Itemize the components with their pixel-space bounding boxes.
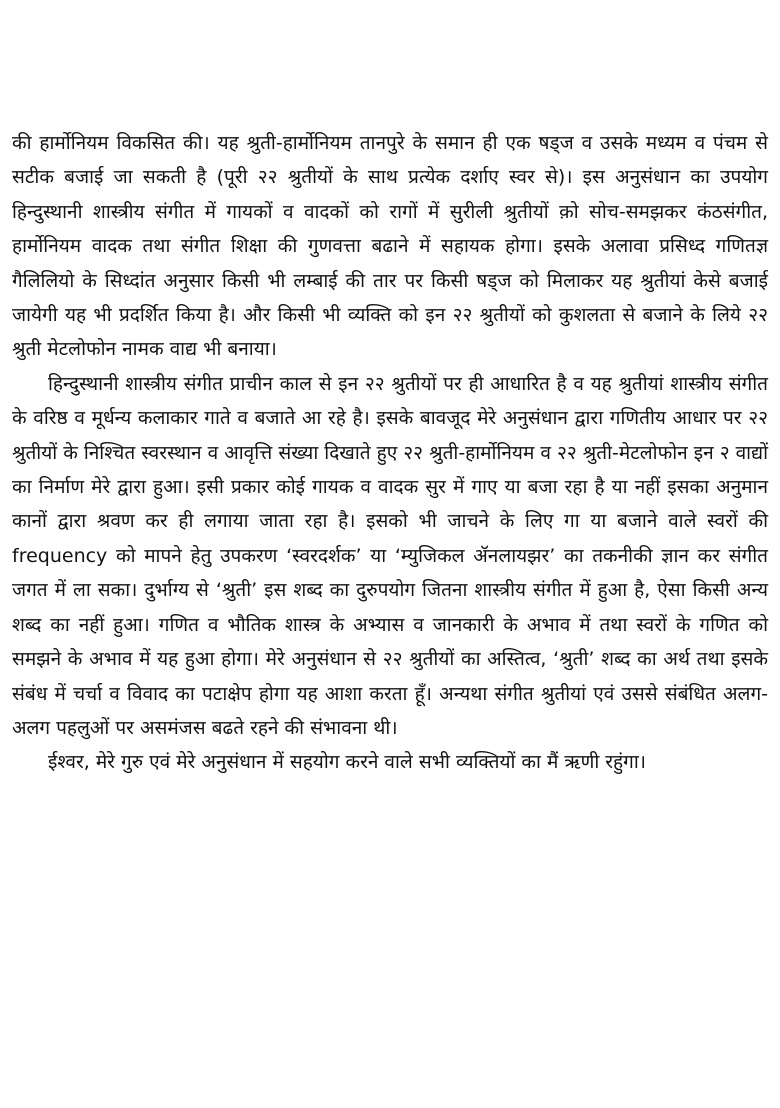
body-text [12, 126, 768, 780]
paragraph-shruti-history: हिन्दुस्थानी शास्त्रीय संगीत प्राचीन काल से इन २२ श्रुतीयों पर ही आधारित है व यह श्रुतीयां शास्त्रीय संगीत के वरिष्ठ व मूर्धन्य कलाकार गाते व बजाते आ रहे है। इसके बावजूद मेरे अनुसंधान द्वारा गणितीय आधार पर २२ श्रुतीयों के निश्चित स्वरस्थान व आवृत्ति संख्या दिखाते हुए २२ श्रुती-हार्मोनियम व २२ श्रुती-मेटलोफोन इन २ वाद्यों का निर्माण मेरे द्वारा हुआ। इसी प्रकार कोई गायक व वादक सुर में गाए या बजा रहा है या नहीं इसका अनुमान कानों द्वारा श्रवण कर ही लगाया जाता रहा है। इसको भी जाचने के लिए गा या बजाने वाले स्वरों की frequency को मापने हेतु उपकरण ‘स्वरदर्शक’ या ‘म्युजिकल ॲनलायझर’ का तकनीकी ज्ञान कर संगीत जगत में ला सका। दुर्भाग्य से ‘श्रुती’ इस शब्द का दुरुपयोग जितना शास्त्रीय संगीत में हुआ है, ऐसा किसी अन्य शब्द का नहीं हुआ। गणित व भौतिक शास्त्र के अभ्यास व जानकारी के अभाव में तथा स्वरों के गणित को समझने के अभाव में यह हुआ होगा। मेरे अनुसंधान से २२ श्रुतीयों का अस्तित्व, ‘श्रुती’ शब्द का अर्थ तथा इसके संबंध में चर्चा व विवाद का पटाक्षेप होगा यह आशा करता हूँ। अन्यथा संगीत श्रुतीयां एवं उससे संबंधित अलग-अलग पहलुओं पर असमंजस बढते रहने की संभावना थी। [12, 372, 768, 739]
paragraph-acknowledgement: ईश्वर, मेरे गुरु एवं मेरे अनुसंधान में सहयोग करने वाले सभी व्यक्तियों का मैं ऋणी रहुंगा। [48, 751, 646, 774]
paragraph-continuation: की हार्मोनियम विकसित की। यह श्रुती-हार्मोनियम तानपुरे के समान ही एक षड्ज व उसके मध्यम व पंचम से सटीक बजाई जा सकती है (पूरी २२ श्रुतीयों के साथ प्रत्येक दर्शाए स्वर से)। इस अनुसंधान का उपयोग हिन्दुस्थानी शास्त्रीय संगीत में गायकों व वादकों को रागों में सुरीली श्रुतीयों क़ो सोच-समझकर कंठसंगीत, हार्मोनियम वादक तथा संगीत शिक्षा की गुणवत्ता बढाने में सहायक होगा। इसके अलावा प्रसिध्द गणितज्ञ गैलिलियो के सिध्दांत अनुसार किसी भी लम्बाई की तार पर किसी षड्ज को मिलाकर यह श्रुतीयां केसे बजाई जायेगी यह भी प्रदर्शित किया है। और किसी भी व्यक्ति को इन २२ श्रुतीयों को कुशलता से बजाने के लिये २२ श्रुती मेटलोफोन नामक वाद्य भी बनाया। [12, 132, 768, 361]
